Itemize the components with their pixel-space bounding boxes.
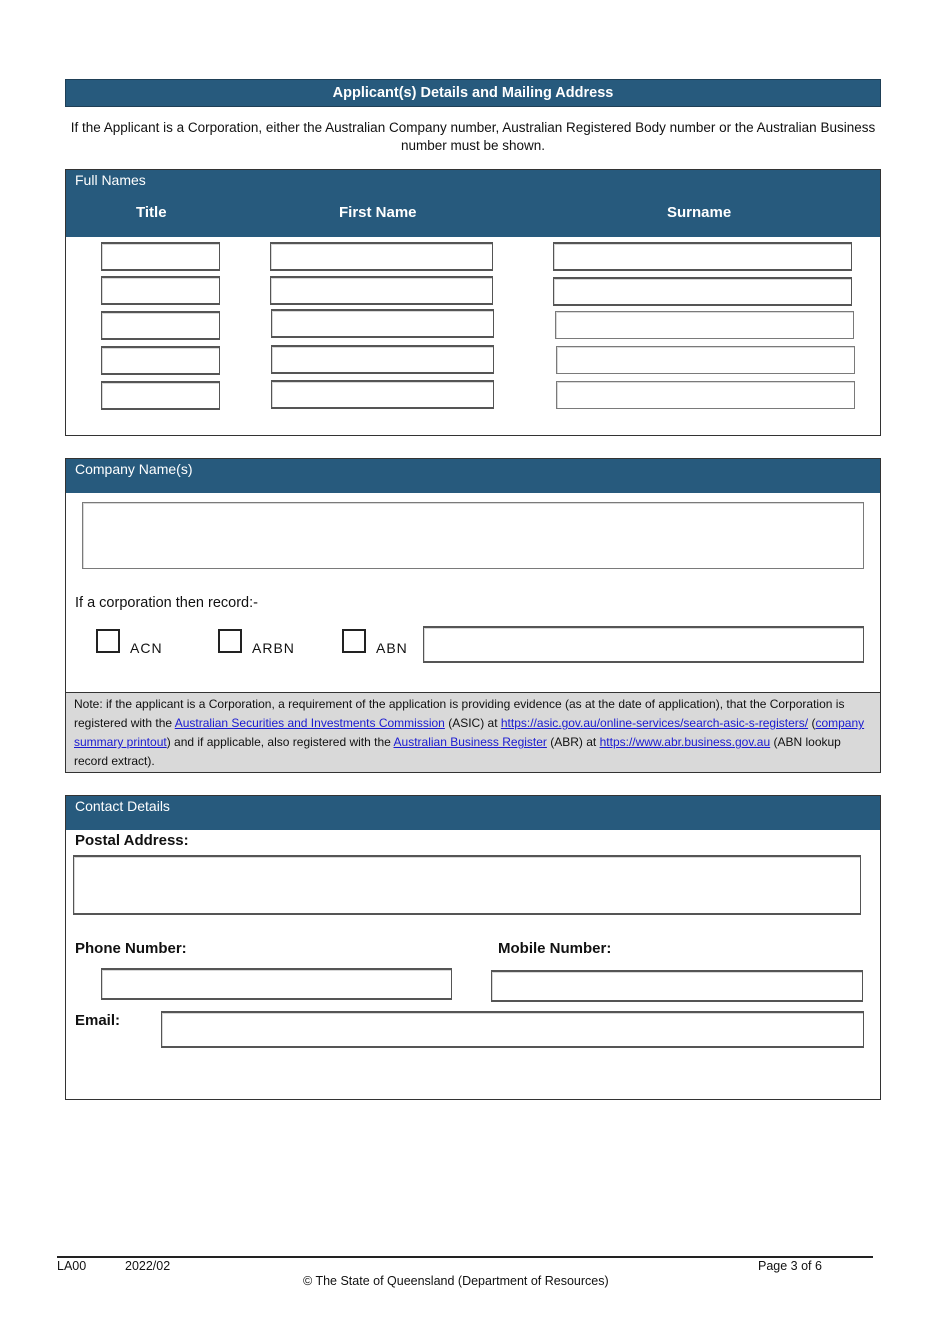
contact-section	[65, 795, 881, 1100]
title-input-1[interactable]	[101, 242, 220, 271]
intro-text: If the Applicant is a Corporation, either the Australian Company number, Australian Registered Body number or the Australian Business number must be shown.	[70, 120, 876, 153]
page-number: Page 3 of 6	[758, 1259, 822, 1273]
form-section-title: Applicant(s) Details and Mailing Address	[65, 79, 881, 107]
contact-label: Contact Details	[75, 798, 170, 814]
full-names-section	[65, 169, 881, 436]
surname-input-4[interactable]	[556, 346, 855, 374]
copyright-notice: © The State of Queensland (Department of Resources)	[303, 1274, 609, 1288]
first-name-input-2[interactable]	[270, 276, 493, 305]
first-name-input-1[interactable]	[270, 242, 493, 271]
note-text-2: (ASIC) at	[444, 716, 501, 730]
abn-checkbox[interactable]	[342, 629, 366, 653]
first-name-column-header: First Name	[339, 204, 417, 221]
corporation-note	[66, 692, 880, 772]
company-header	[66, 459, 880, 493]
phone-number-label: Phone Number:	[75, 940, 187, 957]
postal-address-label: Postal Address:	[75, 832, 189, 849]
corporation-prompt: If a corporation then record:-	[75, 595, 258, 611]
phone-number-input[interactable]	[101, 968, 452, 1000]
note-text-4: ) and if applicable, also registered with the	[166, 735, 394, 749]
note-text-5: (ABR) at	[546, 735, 600, 749]
corporation-number-input[interactable]	[423, 626, 864, 663]
acn-checkbox[interactable]	[96, 629, 120, 653]
email-label: Email:	[75, 1012, 121, 1029]
title-input-3[interactable]	[101, 311, 220, 340]
note-text-1: Note: if the applicant is a Corporation, a requirement of the application is providing evidence (as at the date of application), that the Corporation is registered with the	[74, 697, 845, 730]
form-version: 2022/02	[125, 1259, 171, 1273]
note-text-3: (	[808, 716, 816, 730]
arbn-label: ARBN	[252, 640, 295, 656]
surname-input-2[interactable]	[553, 277, 852, 306]
contact-header	[66, 796, 880, 830]
surname-column-header: Surname	[667, 204, 732, 221]
title-input-5[interactable]	[101, 381, 220, 410]
arbn-checkbox[interactable]	[218, 629, 242, 653]
postal-address-input[interactable]	[73, 855, 861, 915]
title-input-2[interactable]	[101, 276, 220, 305]
company-name-input[interactable]	[82, 502, 864, 569]
title-input-4[interactable]	[101, 346, 220, 375]
title-column-header: Title	[136, 204, 167, 221]
surname-input-3[interactable]	[555, 311, 854, 339]
abr-link[interactable]: Australian Business Register	[393, 735, 547, 749]
mobile-number-input[interactable]	[491, 970, 863, 1002]
acn-label: ACN	[130, 640, 163, 656]
full-names-label: Full Names	[75, 172, 146, 188]
full-names-header	[66, 170, 880, 237]
abn-label: ABN	[376, 640, 408, 656]
mobile-number-label: Mobile Number:	[498, 940, 612, 957]
first-name-input-5[interactable]	[271, 380, 494, 409]
abr-url-link[interactable]: https://www.abr.business.gov.au	[599, 735, 771, 749]
footer-divider	[57, 1256, 873, 1258]
form-code: LA00	[57, 1259, 87, 1273]
surname-input-1[interactable]	[553, 242, 852, 271]
first-name-input-4[interactable]	[271, 345, 494, 374]
asic-link[interactable]: Australian Securities and Investments Commission	[174, 716, 445, 730]
note-text-6: (ABN lookup record extract).	[74, 735, 841, 768]
company-section	[65, 458, 881, 773]
company-summary-link[interactable]: company summary printout	[74, 716, 865, 749]
surname-input-5[interactable]	[556, 381, 855, 409]
asic-url-link[interactable]: https://asic.gov.au/online-services/search-asic-s-registers/	[500, 716, 809, 730]
first-name-input-3[interactable]	[271, 309, 494, 338]
company-label: Company Name(s)	[75, 461, 193, 477]
email-input[interactable]	[161, 1011, 864, 1048]
